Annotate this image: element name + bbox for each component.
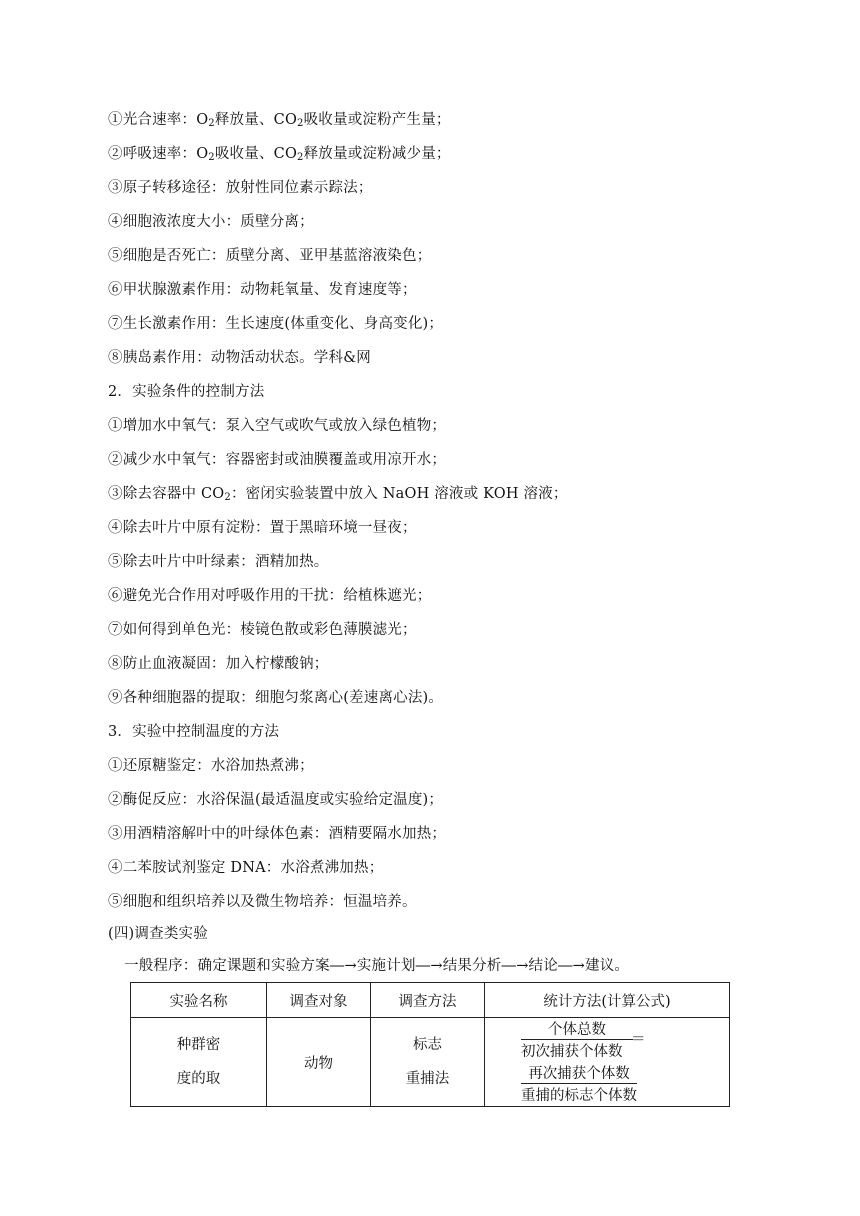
cell-text: 种群密 bbox=[176, 1037, 221, 1053]
text-line: ①还原糖鉴定：水浴加热煮沸； bbox=[108, 758, 314, 774]
cell-text: 标志 bbox=[413, 1037, 442, 1053]
header-survey-object: 调查对象 bbox=[267, 983, 371, 1018]
population-density-formula bbox=[485, 1018, 729, 1106]
text-line-co2-removal: ③除去容器中 $CO_2$：密闭实验装置中放入 NaOH 溶液或 KOH 溶液； bbox=[108, 486, 568, 503]
formula-equals: ＝ bbox=[631, 1032, 646, 1048]
section-heading: (四)调查类实验 bbox=[108, 926, 208, 942]
formula-denominator-2: 重捕的标志个体数 bbox=[521, 1088, 637, 1104]
text-line: ④细胞液浓度大小：质壁分离； bbox=[108, 214, 314, 230]
formula-denominator: 初次捕获个体数 bbox=[521, 1044, 623, 1060]
text-line: ④除去叶片中原有淀粉：置于黑暗环境一昼夜； bbox=[108, 520, 417, 536]
section-heading: 2．实验条件的控制方法 bbox=[108, 384, 265, 400]
cell-experiment-name bbox=[131, 1018, 267, 1107]
text-line: ⑤除去叶片中叶绿素：酒精加热。 bbox=[108, 554, 329, 570]
text-line: ⑤细胞是否死亡：质壁分离、亚甲基蓝溶液染色； bbox=[108, 248, 432, 264]
text-line-respiration-rate: ②呼吸速率：$O_2$吸收量、$CO_2$释放量或淀粉减少量； bbox=[108, 146, 451, 163]
cell-text: 度的取 bbox=[176, 1071, 221, 1087]
procedure-text: 一般程序：确定课题和实验方案―→实施计划―→结果分析―→结论―→建议。 bbox=[124, 958, 630, 974]
text-line: ②减少水中氧气：容器密封或油膜覆盖或用凉开水； bbox=[108, 452, 447, 468]
cell-survey-method bbox=[371, 1018, 485, 1107]
text-line: ⑤细胞和组织培养以及微生物培养：恒温培养。 bbox=[108, 894, 417, 910]
table-row bbox=[131, 1018, 730, 1107]
formula-numerator: 个体总数 bbox=[521, 1018, 633, 1040]
header-statistic-method: 统计方法(计算公式) bbox=[485, 983, 730, 1018]
survey-table bbox=[130, 982, 730, 1107]
text-line: ⑥避免光合作用对呼吸作用的干扰：给植株遮光； bbox=[108, 588, 432, 604]
text-line: ⑦如何得到单色光：棱镜色散或彩色薄膜滤光； bbox=[108, 622, 417, 638]
text-line: ③用酒精溶解叶中的叶绿体色素：酒精要隔水加热； bbox=[108, 826, 447, 842]
cell-formula bbox=[485, 1018, 730, 1107]
cell-survey-object: 动物 bbox=[267, 1018, 371, 1107]
section-heading: 3．实验中控制温度的方法 bbox=[108, 724, 280, 740]
table-header-row bbox=[131, 983, 730, 1018]
header-experiment-name: 实验名称 bbox=[131, 983, 267, 1018]
text-line: ①增加水中氧气：泵入空气或吹气或放入绿色植物； bbox=[108, 418, 447, 434]
text-line: ⑦生长激素作用：生长速度(体重变化、身高变化)； bbox=[108, 316, 444, 332]
text-line: ③原子转移途径：放射性同位素示踪法； bbox=[108, 180, 373, 196]
text-line: ⑥甲状腺激素作用：动物耗氧量、发育速度等； bbox=[108, 282, 417, 298]
header-survey-method: 调查方法 bbox=[371, 983, 485, 1018]
text-line: ⑧防止血液凝固：加入柠檬酸钠； bbox=[108, 656, 329, 672]
text-line: ⑨各种细胞器的提取：细胞匀浆离心(差速离心法)。 bbox=[108, 690, 444, 706]
text-line: ⑧胰岛素作用：动物活动状态。学科&网 bbox=[108, 350, 372, 366]
text-line: ②酶促反应：水浴保温(最适温度或实验给定温度)； bbox=[108, 792, 444, 808]
text-line: ④二苯胺试剂鉴定 DNA：水浴煮沸加热； bbox=[108, 860, 384, 876]
formula-numerator-2: 再次捕获个体数 bbox=[521, 1062, 637, 1084]
text-line-photosynthesis-rate: ①光合速率：$O_2$释放量、$CO_2$吸收量或淀粉产生量； bbox=[108, 112, 451, 129]
cell-text: 重捕法 bbox=[405, 1071, 450, 1087]
